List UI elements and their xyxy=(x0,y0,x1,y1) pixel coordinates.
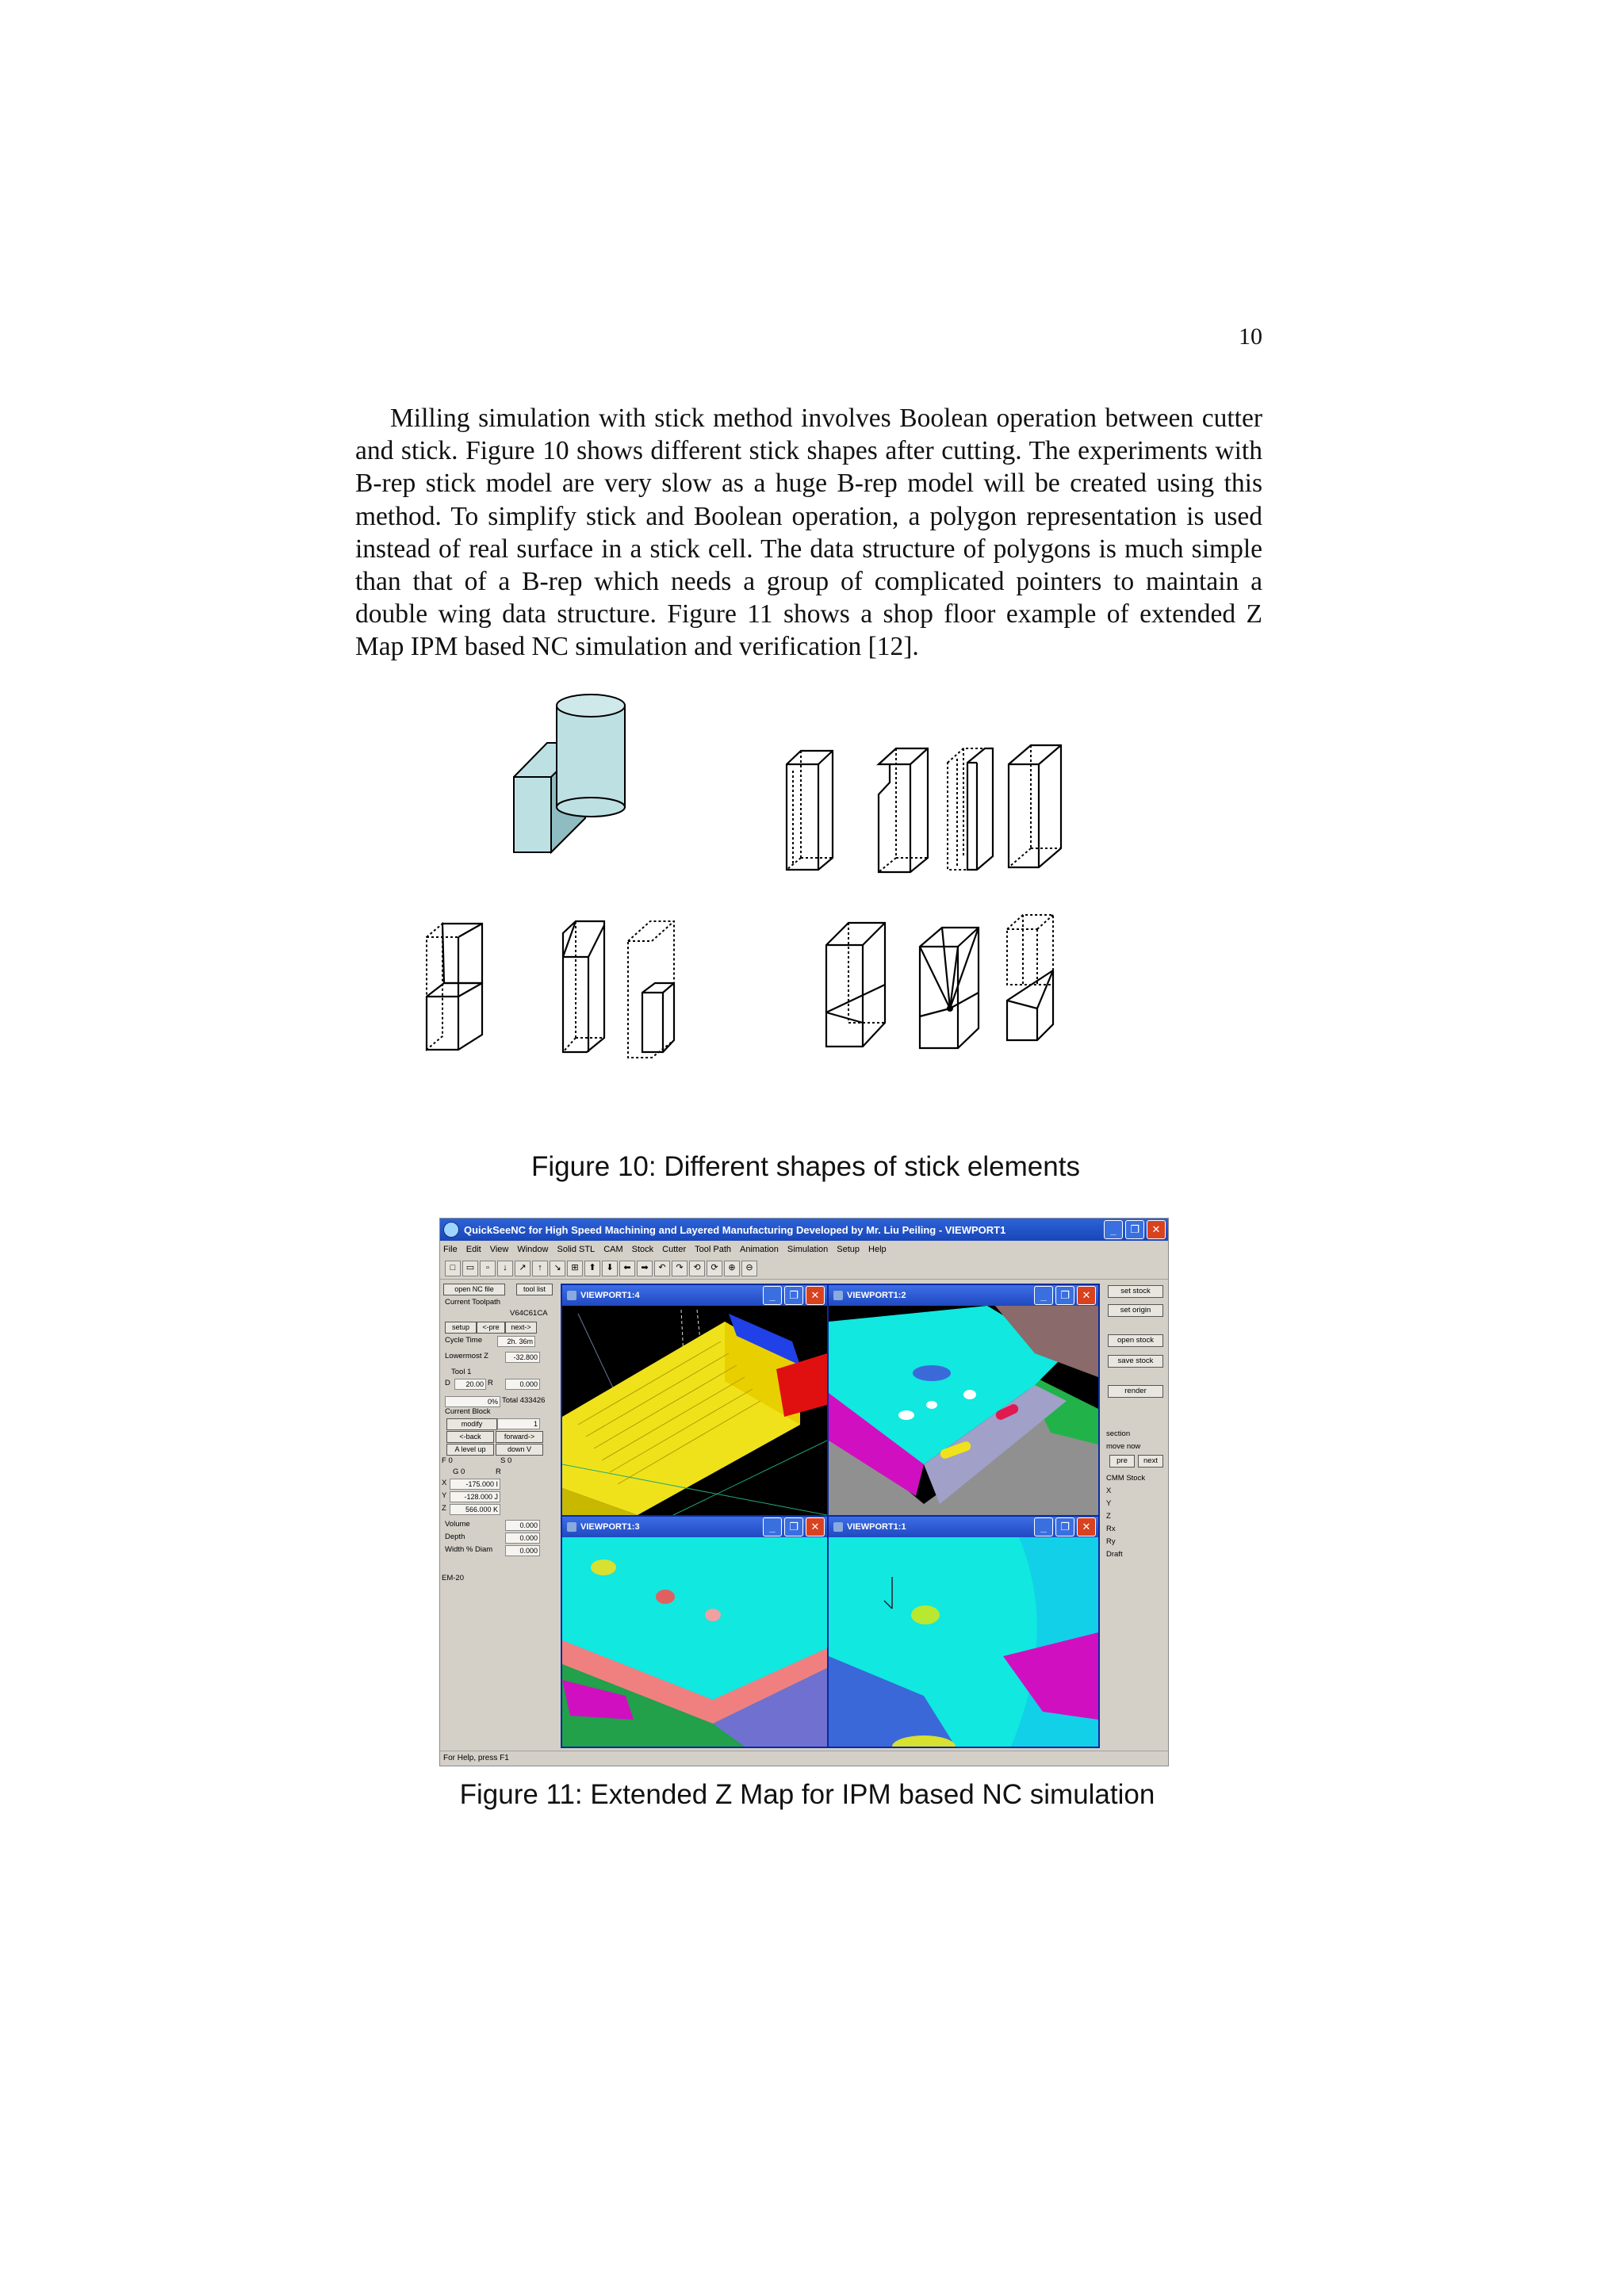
y-value: -128.000 J xyxy=(450,1491,500,1502)
arrow-y-icon[interactable]: ↗ xyxy=(515,1261,530,1276)
render-button[interactable]: render xyxy=(1108,1385,1163,1398)
z-value: 566.000 K xyxy=(450,1504,500,1515)
r-code-label: R xyxy=(496,1468,501,1476)
maximize-icon[interactable]: ❐ xyxy=(784,1517,803,1536)
stick-shape-9 xyxy=(920,928,979,1048)
body-paragraph: Milling simulation with stick method involves Boolean operation between cutter and stick. Figure 10 shows different stick shapes after cutting. The experiments with B-rep stick model are very slow as a huge B-rep model will be created using this method. To simplify stick and Boolean operation, a polygon representation is used instead of real surface in a stick cell. The data structure of polygons is much simple than that of a B-rep which needs a group of complicated pointers to maintain a double wing data structure. Figure 11 shows a shop floor example of extended Z Map IPM based NC simulation and verification [12]. xyxy=(355,404,1262,662)
volume-label: Volume xyxy=(445,1520,470,1529)
y-label: Y xyxy=(442,1491,447,1500)
depth-label: Depth xyxy=(445,1533,465,1541)
viewport-titlebar xyxy=(829,1285,1098,1306)
close-icon[interactable]: ✕ xyxy=(1147,1220,1166,1239)
level-up-button[interactable]: A level up xyxy=(446,1444,494,1456)
menu-edit[interactable]: Edit xyxy=(465,1245,481,1254)
menu-cam[interactable]: CAM xyxy=(603,1245,623,1254)
stick-shape-5 xyxy=(427,924,482,1050)
stock-render-close xyxy=(562,1537,827,1747)
viewport-title: VIEWPORT1:4 xyxy=(580,1291,640,1300)
menu-help[interactable]: Help xyxy=(868,1245,887,1254)
stick-shape-10 xyxy=(1007,915,1053,1040)
stock-render-top xyxy=(829,1537,1098,1747)
menu-bar xyxy=(440,1241,1168,1258)
block-number: 1 xyxy=(497,1418,540,1429)
tool-list-button[interactable]: tool list xyxy=(516,1284,553,1295)
right-control-panel xyxy=(1105,1280,1168,1750)
pre-button[interactable]: <-pre xyxy=(477,1322,505,1334)
section-label: section xyxy=(1106,1429,1131,1438)
forward-button[interactable]: forward-> xyxy=(496,1431,543,1443)
viewport-icon xyxy=(567,1291,576,1300)
menu-simulation[interactable]: Simulation xyxy=(787,1245,829,1254)
menu-file[interactable]: File xyxy=(443,1245,458,1254)
cmm-rx-label: Rx xyxy=(1106,1525,1116,1533)
minimize-icon[interactable]: _ xyxy=(763,1286,782,1305)
viewport-titlebar xyxy=(562,1517,827,1537)
close-icon[interactable]: ✕ xyxy=(1077,1286,1096,1305)
progress-value: 0% xyxy=(445,1396,500,1407)
figure-11-screenshot xyxy=(439,1218,1169,1766)
down-button[interactable]: down V xyxy=(496,1444,543,1456)
save-stock-button[interactable]: save stock xyxy=(1108,1355,1163,1368)
next-button[interactable]: next-> xyxy=(505,1322,537,1334)
cmm-z-label: Z xyxy=(1106,1512,1111,1521)
menu-animation[interactable]: Animation xyxy=(740,1245,779,1254)
cmm-draft-label: Draft xyxy=(1106,1550,1123,1559)
speed-label: S 0 xyxy=(500,1456,512,1465)
rotate-x-icon[interactable]: ⟲ xyxy=(689,1261,705,1276)
stick-shape-8 xyxy=(826,923,885,1047)
stick-shape-7 xyxy=(628,921,674,1058)
left-control-panel xyxy=(440,1280,557,1750)
stick-shape-1 xyxy=(787,751,833,870)
cmm-y-label: Y xyxy=(1106,1499,1112,1508)
viewport-1-4[interactable] xyxy=(561,1284,829,1517)
quickseenc-window xyxy=(439,1218,1169,1766)
figure-10-stick-shapes xyxy=(420,691,1213,1115)
move-right-icon[interactable]: ➡ xyxy=(637,1261,653,1276)
feed-label: F 0 xyxy=(442,1456,453,1465)
depth-value: 0.000 xyxy=(505,1533,540,1544)
page-number: 10 xyxy=(1239,323,1262,350)
diameter-value: 20.00 xyxy=(454,1379,486,1390)
new-icon[interactable]: □ xyxy=(445,1261,461,1276)
d-label: D xyxy=(445,1379,450,1387)
cutter-name: EM-20 xyxy=(442,1574,464,1582)
total-label: Total 433426 xyxy=(502,1396,546,1405)
section-pre-button[interactable]: pre xyxy=(1109,1455,1135,1468)
arrow-z-icon[interactable]: ↑ xyxy=(532,1261,548,1276)
window-titlebar xyxy=(440,1219,1168,1241)
menu-tool-path[interactable]: Tool Path xyxy=(695,1245,731,1254)
radius-value: 0.000 xyxy=(505,1379,540,1390)
status-bar: For Help, press F1 xyxy=(440,1751,1168,1766)
cmm-x-label: X xyxy=(1106,1487,1112,1495)
arrow-x-icon[interactable]: ↘ xyxy=(550,1261,565,1276)
close-icon[interactable]: ✕ xyxy=(806,1286,825,1305)
stick-shape-4 xyxy=(1009,745,1061,867)
minimize-icon[interactable]: _ xyxy=(1034,1286,1053,1305)
set-stock-button[interactable]: set stock xyxy=(1108,1285,1163,1298)
toolbar xyxy=(440,1258,1168,1280)
menu-view[interactable]: View xyxy=(489,1245,509,1254)
viewport-1-2[interactable] xyxy=(827,1284,1100,1517)
viewport-title: VIEWPORT1:3 xyxy=(580,1522,640,1532)
back-button[interactable]: <-back xyxy=(446,1431,494,1443)
minimize-icon[interactable]: _ xyxy=(763,1517,782,1536)
menu-cutter[interactable]: Cutter xyxy=(662,1245,687,1254)
viewport-titlebar xyxy=(562,1285,827,1306)
stick-shape-6 xyxy=(563,921,604,1052)
rotate-right-icon[interactable]: ↷ xyxy=(672,1261,688,1276)
grid-icon[interactable]: ⊞ xyxy=(567,1261,583,1276)
zoom-in-icon[interactable]: ⊕ xyxy=(724,1261,740,1276)
x-label: X xyxy=(442,1479,447,1487)
cylinder-stick-illustration xyxy=(514,695,625,852)
g-code-label: G 0 xyxy=(453,1468,465,1476)
viewport-title: VIEWPORT1:1 xyxy=(847,1522,906,1532)
close-icon[interactable]: ✕ xyxy=(1077,1517,1096,1536)
move-down-icon[interactable]: ⬇ xyxy=(602,1261,618,1276)
stock-render-iso xyxy=(829,1306,1098,1515)
viewport-1-3[interactable] xyxy=(561,1515,829,1748)
viewport-title: VIEWPORT1:2 xyxy=(847,1291,906,1300)
tool-label: Tool 1 xyxy=(451,1368,472,1376)
volume-value: 0.000 xyxy=(505,1520,540,1531)
cycle-time-value: 2h. 36m xyxy=(497,1336,535,1347)
stick-shape-2 xyxy=(879,748,928,872)
close-icon[interactable]: ✕ xyxy=(806,1517,825,1536)
cmm-stock-label: CMM Stock xyxy=(1106,1474,1146,1483)
setup-button[interactable]: setup xyxy=(445,1322,477,1334)
x-value: -175.000 I xyxy=(450,1479,500,1490)
current-toolpath-label: Current Toolpath xyxy=(445,1298,501,1307)
maximize-icon[interactable]: ❐ xyxy=(1125,1220,1144,1239)
minimize-icon[interactable]: _ xyxy=(1034,1517,1053,1536)
app-icon xyxy=(443,1222,459,1238)
figure-10-caption: Figure 10: Different shapes of stick elements xyxy=(531,1151,1080,1182)
cmm-ry-label: Ry xyxy=(1106,1537,1116,1546)
menu-window[interactable]: Window xyxy=(517,1245,549,1254)
menu-stock[interactable]: Stock xyxy=(631,1245,654,1254)
lowermost-z-label: Lowermost Z xyxy=(445,1352,488,1360)
viewport-icon xyxy=(567,1522,576,1532)
current-block-label: Current Block xyxy=(445,1407,491,1416)
rotate-y-icon[interactable]: ⟳ xyxy=(707,1261,722,1276)
toolpath-name: V64C61CA xyxy=(510,1309,548,1318)
cycle-time-label: Cycle Time xyxy=(445,1336,482,1345)
window-title: QuickSeeNC for High Speed Machining and Layered Manufacturing Developed by Mr. Liu Peiling - VIEWPORT1 xyxy=(464,1223,1006,1236)
r-label: R xyxy=(488,1379,493,1387)
figure-11-caption: Figure 11: Extended Z Map for IPM based NC simulation xyxy=(459,1779,1155,1810)
modify-button[interactable]: modify xyxy=(446,1418,497,1430)
viewport-1-1[interactable] xyxy=(827,1515,1100,1748)
lowermost-z-value: -32.800 xyxy=(505,1352,540,1363)
width-diam-label: Width % Diam xyxy=(445,1545,493,1554)
menu-solid-stl[interactable]: Solid STL xyxy=(557,1245,596,1254)
viewport-icon xyxy=(833,1291,843,1300)
arrow-down-small-icon[interactable]: ↓ xyxy=(497,1261,513,1276)
rotate-left-icon[interactable]: ↶ xyxy=(654,1261,670,1276)
move-up-icon[interactable]: ⬆ xyxy=(584,1261,600,1276)
viewport-icon xyxy=(833,1522,843,1532)
section-next-button[interactable]: next xyxy=(1138,1455,1163,1468)
open-nc-file-button[interactable]: open NC file xyxy=(443,1284,505,1295)
menu-setup[interactable]: Setup xyxy=(837,1245,860,1254)
width-diam-value: 0.000 xyxy=(505,1545,540,1556)
view-side-icon[interactable]: ▫ xyxy=(480,1261,496,1276)
open-stock-button[interactable]: open stock xyxy=(1108,1334,1163,1347)
set-origin-button[interactable]: set origin xyxy=(1108,1304,1163,1317)
zoom-out-icon[interactable]: ⊖ xyxy=(741,1261,757,1276)
view-top-icon[interactable]: ▭ xyxy=(462,1261,478,1276)
z-label: Z xyxy=(442,1504,446,1513)
move-now-label: move now xyxy=(1106,1442,1141,1451)
maximize-icon[interactable]: ❐ xyxy=(784,1286,803,1305)
maximize-icon[interactable]: ❐ xyxy=(1055,1286,1074,1305)
stick-shape-3 xyxy=(948,748,993,870)
toolpath-render xyxy=(562,1306,827,1515)
move-left-icon[interactable]: ⬅ xyxy=(619,1261,635,1276)
minimize-icon[interactable]: _ xyxy=(1104,1220,1123,1239)
maximize-icon[interactable]: ❐ xyxy=(1055,1517,1074,1536)
viewport-titlebar xyxy=(829,1517,1098,1537)
